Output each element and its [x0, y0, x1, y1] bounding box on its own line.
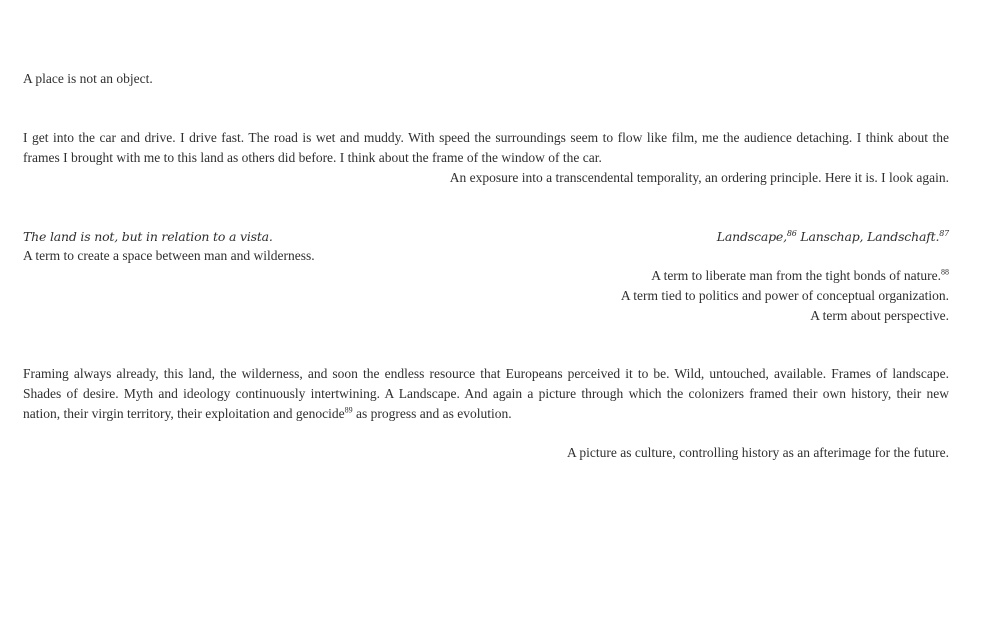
- term-line-2: [651, 266, 949, 286]
- footnote-86: 86: [786, 228, 797, 238]
- quote-right: [717, 227, 949, 247]
- quote-right-part-a: Landscape,: [716, 229, 787, 244]
- footnote-89: 89: [344, 405, 353, 415]
- quote-left: The land is not, but in relation to a vista.: [23, 229, 273, 244]
- term-line-3: A term tied to politics and power of conceptual organization.: [620, 288, 949, 303]
- footnote-87: 87: [939, 228, 949, 238]
- paragraph-2-line-3-part-a: nation, their virgin territory, their exploitation and genocide: [23, 406, 345, 421]
- paragraph-1-line-1: I get into the car and drive. I drive fast. The road is wet and muddy. With speed the surroundings seem to flow like film, me the audience detaching. I think about the: [23, 130, 949, 145]
- paragraph-2-line-3-part-b: as progress and as evolution.: [352, 406, 512, 421]
- footnote-88: 88: [941, 267, 949, 277]
- term-line-4: A term about perspective.: [810, 308, 949, 323]
- paragraph-1-line-3: An exposure into a transcendental temporality, an ordering principle. Here it is. I look again.: [449, 170, 949, 185]
- paragraph-1-line-2: frames I brought with me to this land as others did before. I think about the frame of the window of the car.: [23, 150, 602, 165]
- quote-right-part-b: Lanschap, Landschaft.: [796, 229, 940, 244]
- term-line-2-text: A term to liberate man from the tight bonds of nature.: [651, 268, 941, 283]
- paragraph-2-line-1: Framing always already, this land, the wilderness, and soon the endless resource that Europeans perceived it to be. Wild, untouched, available. Frames of landscape.: [23, 366, 949, 381]
- opening-line: A place is not an object.: [23, 71, 153, 86]
- paragraph-2-line-3: [23, 404, 512, 424]
- term-line-1: A term to create a space between man and wilderness.: [23, 248, 315, 263]
- paragraph-2-line-2: Shades of desire. Myth and ideology continuously intertwining. A Landscape. And again a picture through which the colonizers framed their own history, their new: [23, 386, 949, 401]
- closing-line: A picture as culture, controlling history as an afterimage for the future.: [567, 445, 949, 460]
